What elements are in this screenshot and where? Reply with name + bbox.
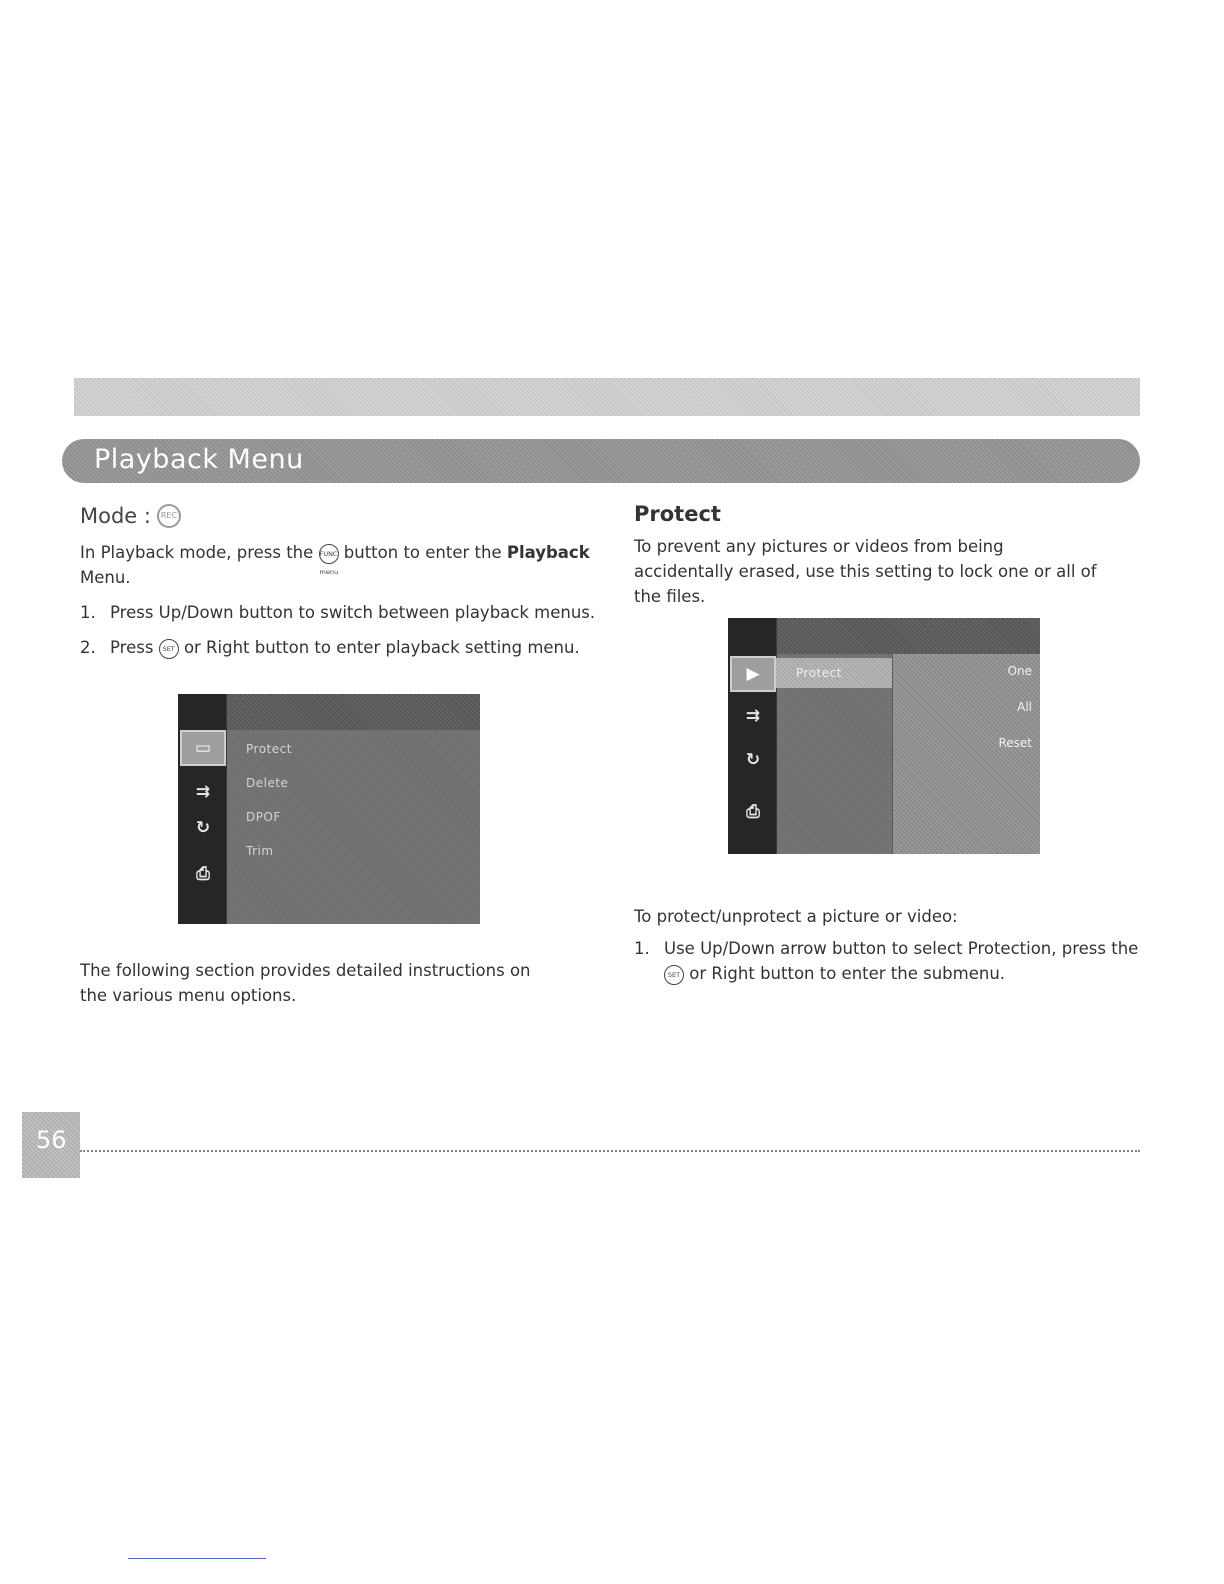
page-number-box xyxy=(22,1112,80,1178)
bottom-rule xyxy=(128,1558,266,1559)
list-item xyxy=(634,936,1144,986)
step-text xyxy=(664,936,1144,986)
protect-menu-screenshot xyxy=(728,618,1040,854)
slideshow-icon: ⇉ xyxy=(745,706,761,726)
option-one: One xyxy=(1007,664,1032,678)
camera-icon: ⎙ xyxy=(196,864,210,884)
footer-divider xyxy=(80,1150,1140,1152)
step-text: Press Up/Down button to switch between playback menus. xyxy=(110,603,596,622)
step-text-b: or Right button to enter the submenu. xyxy=(689,964,1006,983)
step-number: 1. xyxy=(634,939,650,958)
screen-top-strip xyxy=(776,618,1040,654)
protect-intro: To prevent any pictures or videos from being accidentally erased, use this setting to lock one or all of the files. xyxy=(634,537,1097,606)
screen-top-strip xyxy=(226,694,480,730)
section-title-bar xyxy=(62,439,1140,483)
option-reset: Reset xyxy=(998,736,1032,750)
set-button-icon: SET xyxy=(159,639,179,659)
menu-item-protect: Protect xyxy=(796,666,842,680)
submenu-panel xyxy=(892,654,1040,854)
slideshow-icon: ⇉ xyxy=(195,782,211,802)
step-text-a: Press xyxy=(110,638,154,657)
step-text xyxy=(110,635,580,660)
set-button-icon: SET xyxy=(664,965,684,985)
intro-paragraph xyxy=(80,540,600,590)
header-band xyxy=(74,378,1140,416)
func-menu-button-icon: FUNC menu xyxy=(319,544,339,564)
mode-label: Mode : xyxy=(80,504,151,528)
intro-bold: Playback xyxy=(506,543,590,562)
right-column xyxy=(634,502,1154,609)
step-number: 2. xyxy=(80,638,96,657)
left-column xyxy=(80,504,600,660)
step-number: 1. xyxy=(80,603,96,622)
page-number: 56 xyxy=(36,1126,67,1154)
menu-item-delete: Delete xyxy=(246,776,289,790)
playback-icon: ▶ xyxy=(730,656,776,692)
rotate-icon: ↻ xyxy=(745,750,761,770)
intro-text-b: button to enter the xyxy=(343,543,502,562)
menu-item-protect: Protect xyxy=(246,742,292,756)
camera-icon: ⎙ xyxy=(746,802,760,822)
playback-menu-screenshot xyxy=(178,694,480,924)
intro-text-c: Menu. xyxy=(80,568,131,587)
menu-item-dpof: DPOF xyxy=(246,810,281,824)
playback-mode-icon: REC xyxy=(157,504,181,528)
intro-text-a: In Playback mode, press the xyxy=(80,543,314,562)
list-item xyxy=(80,600,600,625)
step-text-a: Use Up/Down arrow button to select Protection, press the xyxy=(664,939,1139,958)
step-text-b: or Right button to enter playback setting menu. xyxy=(183,638,580,657)
section-title: Playback Menu xyxy=(94,444,304,475)
rotate-icon: ↻ xyxy=(195,818,211,838)
mode-line xyxy=(80,504,600,528)
menu-item-trim: Trim xyxy=(246,844,274,858)
protect-heading: Protect xyxy=(634,502,721,526)
playback-icon: ▭ xyxy=(180,730,226,766)
howto-text: To protect/unprotect a picture or video: xyxy=(634,907,958,926)
option-all: All xyxy=(1017,700,1032,714)
list-item xyxy=(80,635,600,660)
outro-paragraph: The following section provides detailed instructions on the various menu options. xyxy=(80,961,531,1005)
